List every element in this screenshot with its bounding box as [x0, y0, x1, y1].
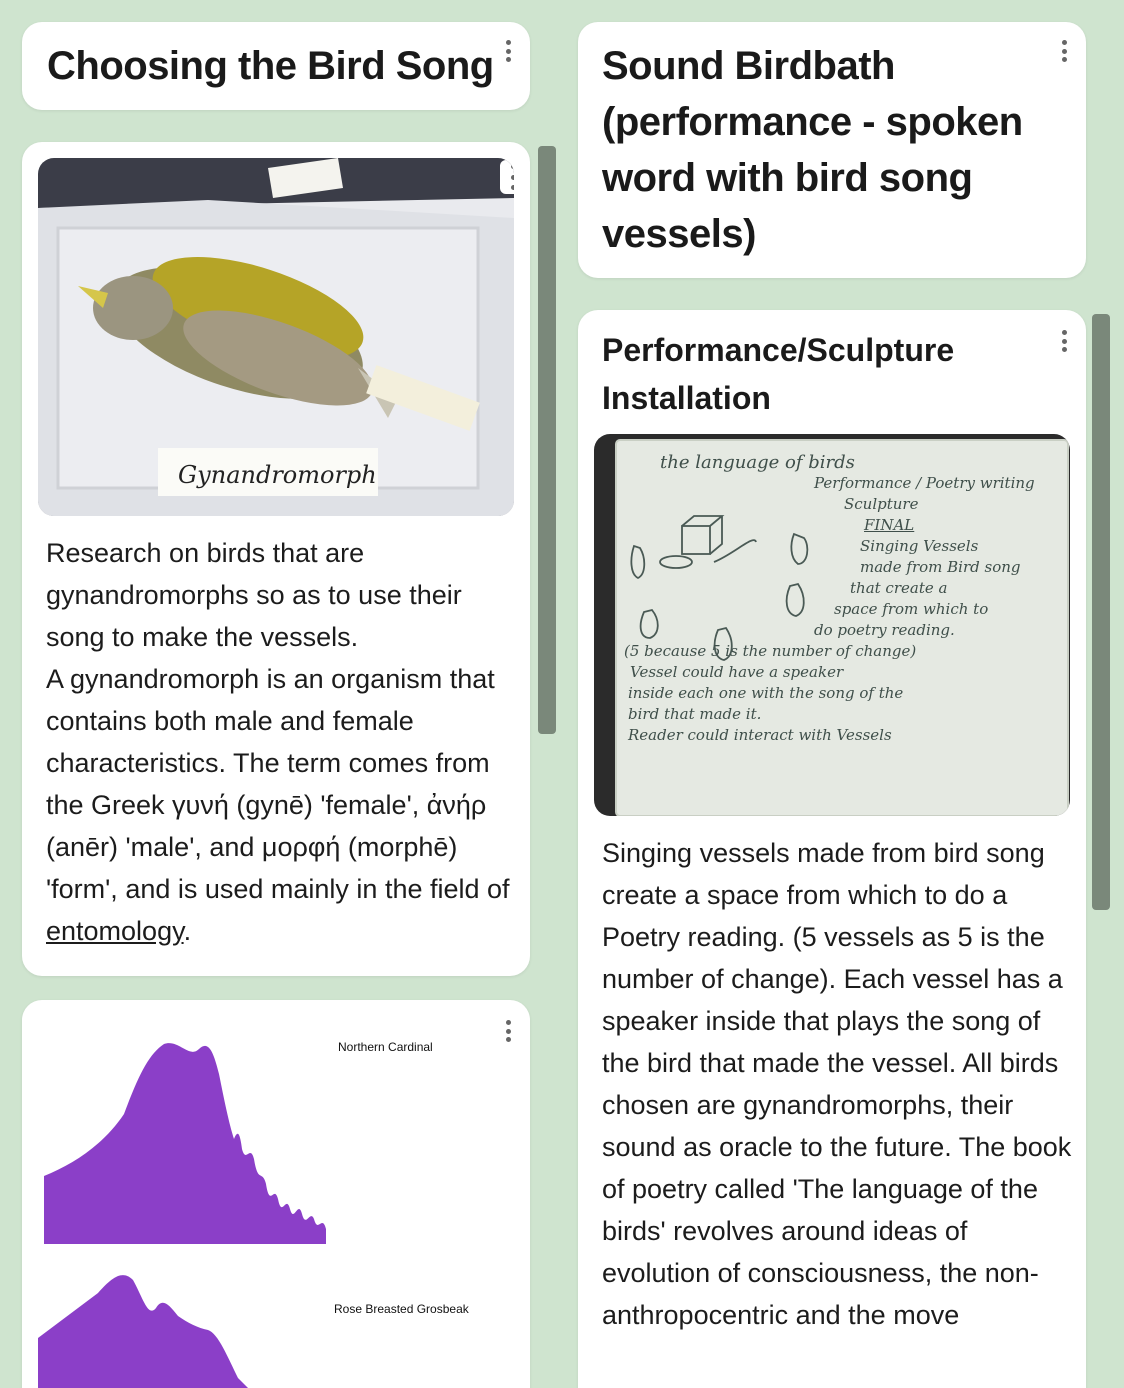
- performance-sculpture-card[interactable]: [578, 310, 1086, 1388]
- card-menu-icon[interactable]: [501, 1016, 515, 1046]
- sketch-notebook-photo: [594, 434, 1070, 816]
- sketch-line: Performance / Poetry writing: [814, 474, 1035, 492]
- performance-description: Singing vessels made from bird song create a space from which to do a Poetry reading. (5 vessels as 5 is the number of change). Each vessel has a speaker inside that plays the song of the bird that made the vessel. All birds chosen are gynandromorphs, their sound as oracle to the future. The book of poetry called 'The language of the birds' revolves around ideas of evolution of consciousness, the non-anthropocentric and the move: [602, 838, 1072, 1330]
- column-header-card-right: [578, 22, 1086, 278]
- column-header-card-left: [22, 22, 530, 110]
- description-trailing-text: .: [183, 916, 192, 946]
- column-title: Choosing the Bird Song: [47, 44, 494, 88]
- sketch-line: Singing Vessels: [860, 537, 979, 555]
- description-paragraph-2: [46, 658, 516, 952]
- sketch-line: Vessel could have a speaker: [630, 663, 844, 681]
- description-paragraph-2-text: A gynandromorph is an organism that contains both male and female characteristics. The term comes from the Greek γυνή (gynē) 'female', ἀνήρ (anēr) 'male', and μορφή (morphē) 'form', and is used mainly in the field of: [46, 664, 510, 904]
- sketch-line: Sculpture: [844, 495, 919, 513]
- left-column-scrollbar[interactable]: [538, 146, 556, 734]
- sketch-line: bird that made it.: [628, 705, 762, 723]
- image-menu-icon[interactable]: [500, 160, 514, 194]
- specimen-label-text: Gynandromorph: [178, 461, 377, 489]
- sketch-line: (5 because 5 is the number of change): [624, 642, 917, 660]
- sketch-line: the language of birds: [660, 452, 855, 473]
- column-menu-icon[interactable]: [501, 36, 515, 66]
- column-title: Sound Birdbath (performance - spoken word with bird song vessels): [602, 44, 1023, 256]
- spectrogram-rose-breasted-grosbeak: [38, 1268, 469, 1388]
- sketch-line: inside each one with the song of the: [628, 684, 904, 702]
- card-menu-icon[interactable]: [1057, 326, 1071, 356]
- bird-specimen-image: [38, 158, 514, 516]
- spectrogram-northern-cardinal: [44, 1034, 433, 1244]
- spectrogram-card[interactable]: [22, 1000, 530, 1388]
- sketch-line: Reader could interact with Vessels: [628, 726, 892, 744]
- description-paragraph-1: Research on birds that are gynandromorphs so as to use their song to make the vessels.: [46, 538, 462, 652]
- card-heading: Performance/Sculpture Installation: [602, 332, 955, 416]
- northern-cardinal-spectrogram-graph: [44, 1034, 344, 1244]
- sketch-line: FINAL: [864, 516, 915, 534]
- spectrogram-label-rose-breasted-grosbeak: Rose Breasted Grosbeak: [334, 1302, 469, 1316]
- sketch-line: made from Bird song: [860, 558, 1021, 576]
- gynandromorph-photo: [38, 158, 514, 516]
- entomology-link[interactable]: entomology: [46, 916, 184, 946]
- sketch-line: do poetry reading.: [814, 621, 955, 639]
- rose-breasted-grosbeak-spectrogram-graph: [38, 1268, 348, 1388]
- sketch-line: that create a: [850, 579, 948, 597]
- spectrogram-label-northern-cardinal: Northern Cardinal: [338, 1040, 433, 1054]
- column-menu-icon[interactable]: [1057, 36, 1071, 66]
- right-column-scrollbar[interactable]: [1092, 314, 1110, 910]
- gynandromorph-card[interactable]: [22, 142, 530, 976]
- sketch-handwriting: [624, 452, 1064, 746]
- gynandromorph-description: [46, 532, 516, 952]
- sketch-line: space from which to: [834, 600, 989, 618]
